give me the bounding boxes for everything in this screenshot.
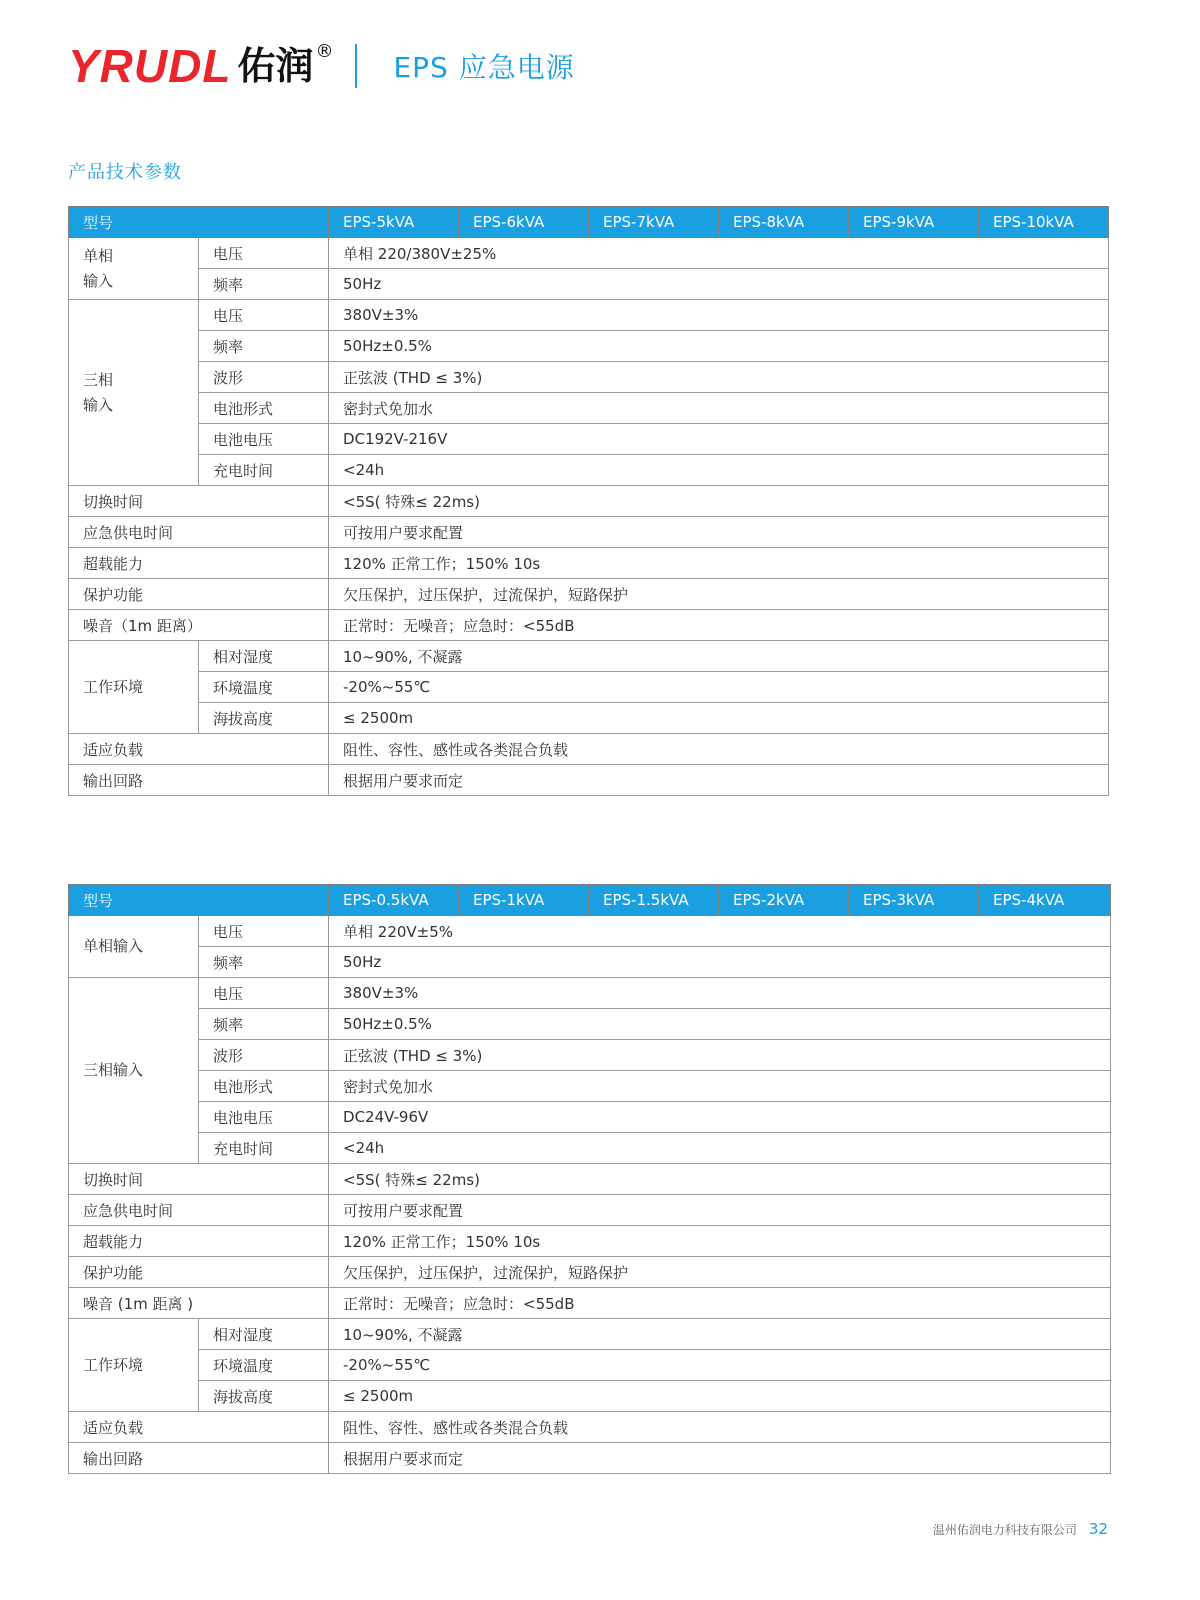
registered-mark: ® xyxy=(315,41,334,62)
table-row xyxy=(69,1226,1111,1257)
model-column-header: EPS-2kVA xyxy=(719,885,849,916)
param-label: 切换时间 xyxy=(69,1164,329,1195)
logo-wordmark: YRUDL xyxy=(68,40,232,92)
three-phase-input-label xyxy=(69,300,199,486)
environment-label: 工作环境 xyxy=(69,1319,199,1412)
param-value: 10~90%, 不凝露 xyxy=(329,641,1109,672)
table-row xyxy=(69,393,1109,424)
param-value: <24h xyxy=(329,1133,1111,1164)
model-column-header: EPS-6kVA xyxy=(459,207,589,238)
param-label: 超载能力 xyxy=(69,548,329,579)
table-header-row xyxy=(69,885,1111,916)
model-column-header: EPS-7kVA xyxy=(589,207,719,238)
param-value: 根据用户要求而定 xyxy=(329,765,1109,796)
param-label: 环境温度 xyxy=(199,1350,329,1381)
param-label: 频率 xyxy=(199,1009,329,1040)
param-label: 电压 xyxy=(199,238,329,269)
param-label: 电池电压 xyxy=(199,1102,329,1133)
single-phase-input-label xyxy=(69,238,199,300)
param-value: 单相 220V±5% xyxy=(329,916,1111,947)
table-row xyxy=(69,641,1109,672)
single-phase-input-label-line2: 输入 xyxy=(83,271,114,290)
param-value: <5S( 特殊≤ 22ms) xyxy=(329,1164,1111,1195)
param-value: 50Hz xyxy=(329,269,1109,300)
table-row xyxy=(69,238,1109,269)
table-row xyxy=(69,579,1109,610)
param-label: 切换时间 xyxy=(69,486,329,517)
param-value: DC24V-96V xyxy=(329,1102,1111,1133)
param-label: 海拔高度 xyxy=(199,1381,329,1412)
param-label: 超载能力 xyxy=(69,1226,329,1257)
param-value: 正常时：无噪音；应急时：<55dB xyxy=(329,610,1109,641)
table-row xyxy=(69,1443,1111,1474)
table-row xyxy=(69,331,1109,362)
table-row xyxy=(69,1350,1111,1381)
table-row xyxy=(69,1133,1111,1164)
param-value: 10~90%, 不凝露 xyxy=(329,1319,1111,1350)
table-row xyxy=(69,1412,1111,1443)
three-phase-input-label-line1: 三相输入 xyxy=(83,1061,144,1079)
param-label: 噪音（1m 距离） xyxy=(69,610,329,641)
param-value: 密封式免加水 xyxy=(329,1071,1111,1102)
model-column-header: EPS-5kVA xyxy=(329,207,459,238)
section-title: 产品技术参数 xyxy=(68,162,182,183)
param-value: 根据用户要求而定 xyxy=(329,1443,1111,1474)
param-label: 相对湿度 xyxy=(199,1319,329,1350)
logo-chinese-name: 佑润 xyxy=(237,44,314,88)
table-row xyxy=(69,1164,1111,1195)
param-label: 充电时间 xyxy=(199,455,329,486)
header-model-label: 型号 xyxy=(69,207,329,238)
table-row xyxy=(69,548,1109,579)
table-row xyxy=(69,1257,1111,1288)
param-value: 正弦波 (THD ≤ 3%) xyxy=(329,1040,1111,1071)
three-phase-input-label xyxy=(69,978,199,1164)
param-value: 阻性、容性、感性或各类混合负载 xyxy=(329,734,1109,765)
table-row xyxy=(69,703,1109,734)
param-label: 适应负载 xyxy=(69,1412,329,1443)
model-column-header: EPS-1.5kVA xyxy=(589,885,719,916)
table-row xyxy=(69,486,1109,517)
table-row xyxy=(69,517,1109,548)
table-header-row xyxy=(69,207,1109,238)
param-label: 输出回路 xyxy=(69,765,329,796)
model-column-header: EPS-4kVA xyxy=(979,885,1111,916)
table-row xyxy=(69,1195,1111,1226)
single-phase-input-label-line1: 单相 xyxy=(83,246,114,265)
table-row xyxy=(69,947,1111,978)
single-phase-input-label xyxy=(69,916,199,978)
param-label: 频率 xyxy=(199,269,329,300)
single-phase-input-label-line1: 单相输入 xyxy=(83,937,144,955)
param-value: 密封式免加水 xyxy=(329,393,1109,424)
model-column-header: EPS-3kVA xyxy=(849,885,979,916)
param-label: 输出回路 xyxy=(69,1443,329,1474)
header-model-label: 型号 xyxy=(69,885,329,916)
param-label: 电压 xyxy=(199,300,329,331)
param-label: 波形 xyxy=(199,362,329,393)
table-row xyxy=(69,424,1109,455)
param-label: 保护功能 xyxy=(69,1257,329,1288)
param-value: 可按用户要求配置 xyxy=(329,1195,1111,1226)
param-label: 环境温度 xyxy=(199,672,329,703)
table-row xyxy=(69,1288,1111,1319)
param-label: 电池形式 xyxy=(199,1071,329,1102)
param-label: 应急供电时间 xyxy=(69,517,329,548)
param-value: -20%~55℃ xyxy=(329,672,1109,703)
spec-table-small-models xyxy=(68,884,1111,1474)
param-label: 海拔高度 xyxy=(199,703,329,734)
param-value: DC192V-216V xyxy=(329,424,1109,455)
param-value: 阻性、容性、感性或各类混合负载 xyxy=(329,1412,1111,1443)
model-column-header: EPS-10kVA xyxy=(979,207,1109,238)
table-row xyxy=(69,765,1109,796)
param-label: 充电时间 xyxy=(199,1133,329,1164)
table-row xyxy=(69,1009,1111,1040)
param-value: -20%~55℃ xyxy=(329,1350,1111,1381)
table-row xyxy=(69,1071,1111,1102)
param-label: 频率 xyxy=(199,331,329,362)
table-row xyxy=(69,672,1109,703)
param-value: 380V±3% xyxy=(329,978,1111,1009)
three-phase-input-label-line1: 三相 xyxy=(83,370,114,389)
param-label: 相对湿度 xyxy=(199,641,329,672)
table-row xyxy=(69,269,1109,300)
param-value: 50Hz±0.5% xyxy=(329,331,1109,362)
param-value: 正弦波 (THD ≤ 3%) xyxy=(329,362,1109,393)
param-value: ≤ 2500m xyxy=(329,1381,1111,1412)
param-value: 120% 正常工作；150% 10s xyxy=(329,548,1109,579)
param-label: 保护功能 xyxy=(69,579,329,610)
param-value: 50Hz xyxy=(329,947,1111,978)
three-phase-input-label-line2: 输入 xyxy=(83,395,114,414)
param-label: 电池形式 xyxy=(199,393,329,424)
param-value: 正常时：无噪音；应急时：<55dB xyxy=(329,1288,1111,1319)
param-value: <5S( 特殊≤ 22ms) xyxy=(329,486,1109,517)
param-value: <24h xyxy=(329,455,1109,486)
table-row xyxy=(69,978,1111,1009)
table-row xyxy=(69,1102,1111,1133)
table-row xyxy=(69,1381,1111,1412)
page-number: 32 xyxy=(1088,1520,1108,1538)
table-row xyxy=(69,734,1109,765)
param-label: 电池电压 xyxy=(199,424,329,455)
param-value: 50Hz±0.5% xyxy=(329,1009,1111,1040)
page-footer xyxy=(933,1520,1108,1538)
table-row xyxy=(69,610,1109,641)
table-row xyxy=(69,1040,1111,1071)
param-value: 120% 正常工作；150% 10s xyxy=(329,1226,1111,1257)
param-label: 电压 xyxy=(199,916,329,947)
param-label: 波形 xyxy=(199,1040,329,1071)
model-column-header: EPS-0.5kVA xyxy=(329,885,459,916)
footer-company-name: 温州佑润电力科技有限公司 xyxy=(932,1522,1077,1537)
brand-logo xyxy=(68,40,334,92)
model-column-header: EPS-1kVA xyxy=(459,885,589,916)
model-column-header: EPS-9kVA xyxy=(849,207,979,238)
page-header xyxy=(68,36,575,96)
param-value: 欠压保护，过压保护，过流保护，短路保护 xyxy=(329,1257,1111,1288)
document-title: EPS 应急电源 xyxy=(393,51,575,84)
param-label: 电压 xyxy=(199,978,329,1009)
table-row xyxy=(69,1319,1111,1350)
spec-table-large-models xyxy=(68,206,1109,796)
param-value: 可按用户要求配置 xyxy=(329,517,1109,548)
param-value: 380V±3% xyxy=(329,300,1109,331)
param-value: 欠压保护，过压保护，过流保护，短路保护 xyxy=(329,579,1109,610)
param-label: 噪音 (1m 距离 ) xyxy=(69,1288,329,1319)
param-label: 频率 xyxy=(199,947,329,978)
param-label: 应急供电时间 xyxy=(69,1195,329,1226)
model-column-header: EPS-8kVA xyxy=(719,207,849,238)
table-row xyxy=(69,300,1109,331)
header-divider xyxy=(355,44,357,88)
table-row xyxy=(69,916,1111,947)
table-row xyxy=(69,455,1109,486)
table-row xyxy=(69,362,1109,393)
param-value: 单相 220/380V±25% xyxy=(329,238,1109,269)
param-value: ≤ 2500m xyxy=(329,703,1109,734)
environment-label: 工作环境 xyxy=(69,641,199,734)
param-label: 适应负载 xyxy=(69,734,329,765)
